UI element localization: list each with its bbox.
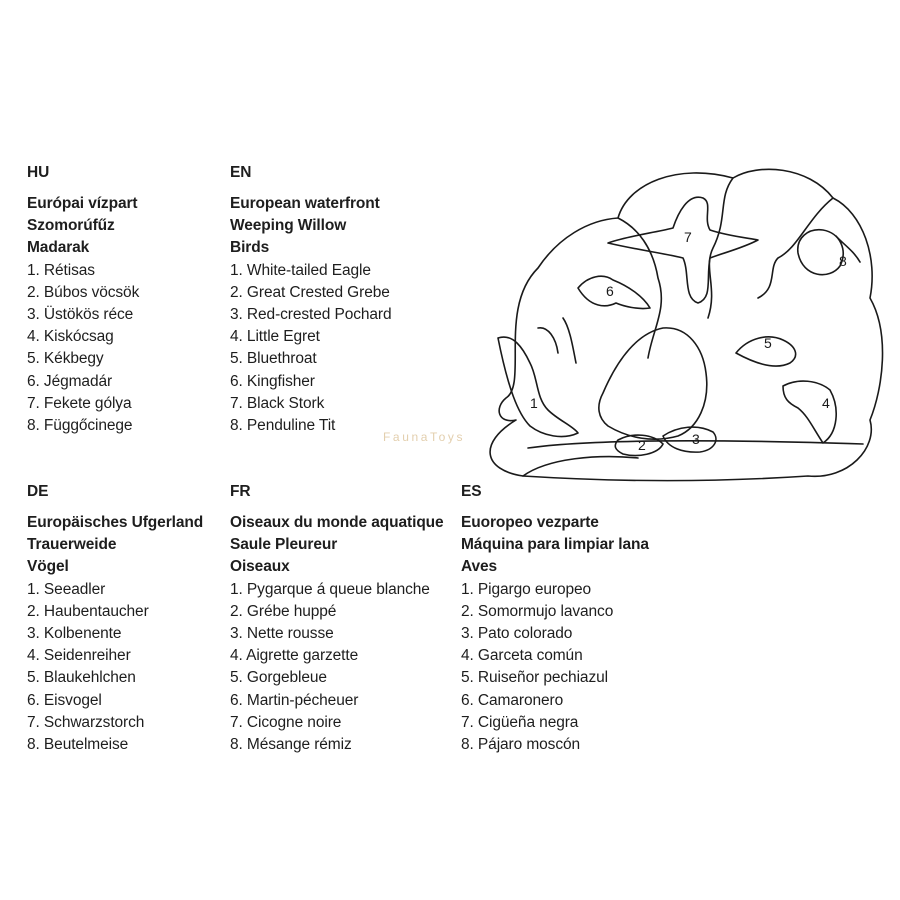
bird-list-item: 6. Eisvogel <box>27 691 102 709</box>
legend-column-es <box>461 481 721 756</box>
language-code: DE <box>27 483 49 500</box>
bird-list-item: 4. Aigrette garzette <box>230 647 359 665</box>
bird-list-item: 3. Üstökös réce <box>27 306 134 324</box>
bird-list-item: 4. Kiskócsag <box>27 328 114 346</box>
title-line: Madarak <box>27 239 90 257</box>
bird-list-item: 3. Kolbenente <box>27 625 122 643</box>
bird-list <box>230 579 490 757</box>
bird-list-item: 2. Búbos vöcsök <box>27 283 140 301</box>
bird-list-item: 3. Pato colorado <box>461 625 573 643</box>
bird-list-item: 3. Nette rousse <box>230 625 334 643</box>
language-code: ES <box>461 483 482 500</box>
bird-list-item: 5. Blaukehlchen <box>27 669 136 687</box>
penduline-tit-outline <box>798 230 860 275</box>
part-label: 6 <box>606 283 614 299</box>
bird-list-item: 3. Red-crested Pochard <box>230 306 392 324</box>
bird-list <box>230 260 460 438</box>
willow-birds-line-drawing <box>478 158 890 488</box>
bird-list-item: 1. Rétisas <box>27 261 95 279</box>
part-label: 7 <box>684 229 692 245</box>
title-line: Trauerweide <box>27 536 117 554</box>
kingfisher-outline <box>578 276 650 308</box>
legend-column-fr <box>230 481 490 756</box>
pochard-outline <box>663 427 716 452</box>
language-code: HU <box>27 164 50 181</box>
grebe-outline <box>599 328 707 439</box>
language-code: FR <box>230 483 251 500</box>
bird-list-item: 7. Schwarzstorch <box>27 713 145 731</box>
bird-list-item: 1. Pygarque á queue blanche <box>230 580 430 598</box>
legend-column-de <box>27 481 257 756</box>
egret-outline <box>783 381 836 443</box>
bird-list-item: 6. Kingfisher <box>230 372 315 390</box>
part-label: 4 <box>822 395 830 411</box>
part-label: 2 <box>638 437 646 453</box>
bird-list-item: 2. Haubentaucher <box>27 602 149 620</box>
bird-list-item: 8. Penduline Tit <box>230 417 336 435</box>
bird-list-item: 7. Cicogne noire <box>230 713 342 731</box>
part-label: 8 <box>839 253 847 269</box>
title-line: Birds <box>230 239 270 257</box>
bird-list-item: 7. Black Stork <box>230 394 325 412</box>
title-line: Aves <box>461 558 498 576</box>
puzzle-outer-outline <box>490 169 882 480</box>
bird-list-item: 4. Little Egret <box>230 328 320 346</box>
title-line: Szomorúfűz <box>27 217 115 235</box>
title-line: Weeping Willow <box>230 217 347 235</box>
bird-list-item: 1. White-tailed Eagle <box>230 261 371 279</box>
bird-list-item: 6. Jégmadár <box>27 372 113 390</box>
bird-list-item: 5. Gorgebleue <box>230 669 327 687</box>
legend-column-hu <box>27 162 257 437</box>
title-line: European waterfront <box>230 195 380 212</box>
bird-list <box>27 260 257 438</box>
bird-list-item: 8. Beutelmeise <box>27 736 129 754</box>
bird-list <box>27 579 257 757</box>
bird-list-item: 5. Ruiseñor pechiazul <box>461 669 608 687</box>
bird-list-item: 4. Garceta común <box>461 647 583 665</box>
title-line: Európai vízpart <box>27 195 138 212</box>
bird-list-item: 1. Pigargo europeo <box>461 580 592 598</box>
bird-list-item: 7. Cigüeña negra <box>461 713 579 731</box>
bird-list <box>461 579 721 757</box>
bird-list-item: 8. Függőcinege <box>27 417 133 435</box>
part-label: 1 <box>530 395 538 411</box>
eagle-outline <box>498 318 578 437</box>
bird-list-item: 6. Camaronero <box>461 691 564 709</box>
title-line: Euoropeo vezparte <box>461 514 599 531</box>
bird-list-item: 4. Seidenreiher <box>27 647 131 665</box>
stork-outline <box>608 197 758 303</box>
bird-list-item: 2. Grébe huppé <box>230 602 337 620</box>
bird-list-item: 7. Fekete gólya <box>27 394 132 412</box>
bird-list-item: 5. Bluethroat <box>230 350 317 368</box>
title-line: Oiseaux du monde aquatique <box>230 514 444 531</box>
willow-branch-outline <box>618 178 833 358</box>
bird-list-item: 1. Seeadler <box>27 580 106 598</box>
bird-list-item: 2. Great Crested Grebe <box>230 283 390 301</box>
bird-list-item: 5. Kékbegy <box>27 350 104 368</box>
bird-list-item: 8. Mésange rémiz <box>230 736 352 754</box>
watermark: FaunaToys <box>383 430 466 444</box>
part-label: 5 <box>764 335 772 351</box>
legend-column-en <box>230 162 460 437</box>
bird-list-item: 8. Pájaro moscón <box>461 736 581 754</box>
puzzle-outline-illustration <box>478 158 890 488</box>
bird-list-item: 6. Martin-pécheuer <box>230 691 359 709</box>
language-code: EN <box>230 164 252 181</box>
title-line: Máquina para limpiar lana <box>461 536 649 554</box>
title-line: Oiseaux <box>230 558 290 576</box>
title-line: Europäisches Ufgerland <box>27 514 204 531</box>
title-line: Vögel <box>27 558 69 576</box>
part-label: 3 <box>692 431 700 447</box>
title-line: Saule Pleureur <box>230 536 338 554</box>
bird-list-item: 2. Somormujo lavanco <box>461 602 614 620</box>
